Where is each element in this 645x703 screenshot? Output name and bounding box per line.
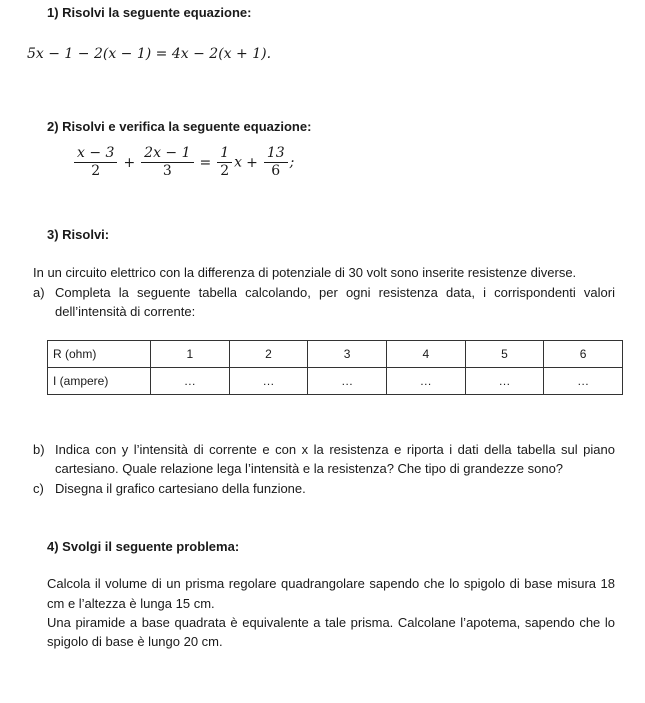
item-c-marker: c) bbox=[33, 481, 44, 496]
item-a-marker: a) bbox=[33, 285, 45, 300]
fraction-denominator: 3 bbox=[162, 163, 172, 179]
table-cell: 2 bbox=[229, 341, 308, 368]
table-cell: … bbox=[386, 368, 465, 395]
exercise-4-title: 4) Svolgi il seguente problema: bbox=[47, 539, 240, 554]
exercise-4-line-4: spigolo di base è lungo 20 cm. bbox=[47, 634, 223, 649]
fraction-numerator: 1 bbox=[217, 145, 232, 163]
exercise-3-title: 3) Risolvi: bbox=[47, 227, 110, 242]
item-c-line-1: Disegna il grafico cartesiano della funzione. bbox=[55, 481, 306, 496]
plus-sign: + bbox=[246, 154, 258, 171]
table-cell: … bbox=[308, 368, 387, 395]
item-a-line-1: Completa la seguente tabella calcolando, per ogni resistenza data, i corrispondenti valori bbox=[55, 285, 615, 300]
item-b-line-1: Indica con y l’intensità di corrente e con x la resistenza e riporta i dati della tabella sul piano bbox=[55, 442, 615, 457]
table-cell: 6 bbox=[544, 341, 623, 368]
fraction-denominator: 2 bbox=[220, 163, 230, 179]
table-cell: 3 bbox=[308, 341, 387, 368]
table-row bbox=[48, 368, 623, 395]
exercise-1-title: 1) Risolvi la seguente equazione: bbox=[47, 5, 252, 20]
table-cell: 5 bbox=[465, 341, 544, 368]
fraction-numerator: x − 3 bbox=[74, 145, 117, 163]
fraction bbox=[264, 145, 288, 180]
exercise-4-line-3: Una piramide a base quadrata è equivalente a tale prisma. Calcolane l’apotema, sapendo che lo bbox=[47, 615, 615, 630]
semicolon: ; bbox=[289, 154, 295, 171]
table-cell: 4 bbox=[386, 341, 465, 368]
table-cell: R (ohm) bbox=[48, 341, 151, 368]
item-b-marker: b) bbox=[33, 442, 45, 457]
exercise-4-line-2: cm e l’altezza è lunga 15 cm. bbox=[47, 596, 215, 611]
fraction-numerator: 13 bbox=[264, 145, 288, 163]
fraction bbox=[74, 145, 117, 180]
table-cell: … bbox=[229, 368, 308, 395]
variable-x: x bbox=[234, 154, 243, 171]
table-cell: 1 bbox=[151, 341, 230, 368]
item-b-line-2: cartesiano. Quale relazione lega l’intensità e la resistenza? Che tipo di grandezze sono? bbox=[55, 461, 564, 476]
exercise-4-line-1: Calcola il volume di un prisma regolare quadrangolare sapendo che lo spigolo di base misura 18 bbox=[47, 576, 615, 591]
item-a-line-2: dell’intensità di corrente: bbox=[55, 304, 196, 319]
table-row bbox=[48, 341, 623, 368]
fraction bbox=[217, 145, 232, 180]
fraction-denominator: 2 bbox=[91, 163, 101, 179]
fraction bbox=[141, 145, 193, 180]
table-cell: … bbox=[465, 368, 544, 395]
table-cell: … bbox=[151, 368, 230, 395]
fraction-denominator: 6 bbox=[271, 163, 281, 179]
exercise-2-title: 2) Risolvi e verifica la seguente equazione: bbox=[47, 119, 312, 134]
table-cell: I (ampere) bbox=[48, 368, 151, 395]
exercise-2-equation bbox=[72, 145, 294, 180]
exercise-3-intro: In un circuito elettrico con la differenza di potenziale di 30 volt sono inserite resistenze diverse. bbox=[33, 265, 577, 280]
exercise-1-equation: 5x − 1 − 2(x − 1) = 4x − 2(x + 1). bbox=[27, 46, 272, 62]
resistance-current-table bbox=[47, 340, 623, 395]
table-cell: … bbox=[544, 368, 623, 395]
plus-sign: + bbox=[123, 154, 136, 171]
equals-sign: = bbox=[199, 154, 212, 171]
fraction-numerator: 2x − 1 bbox=[141, 145, 193, 163]
